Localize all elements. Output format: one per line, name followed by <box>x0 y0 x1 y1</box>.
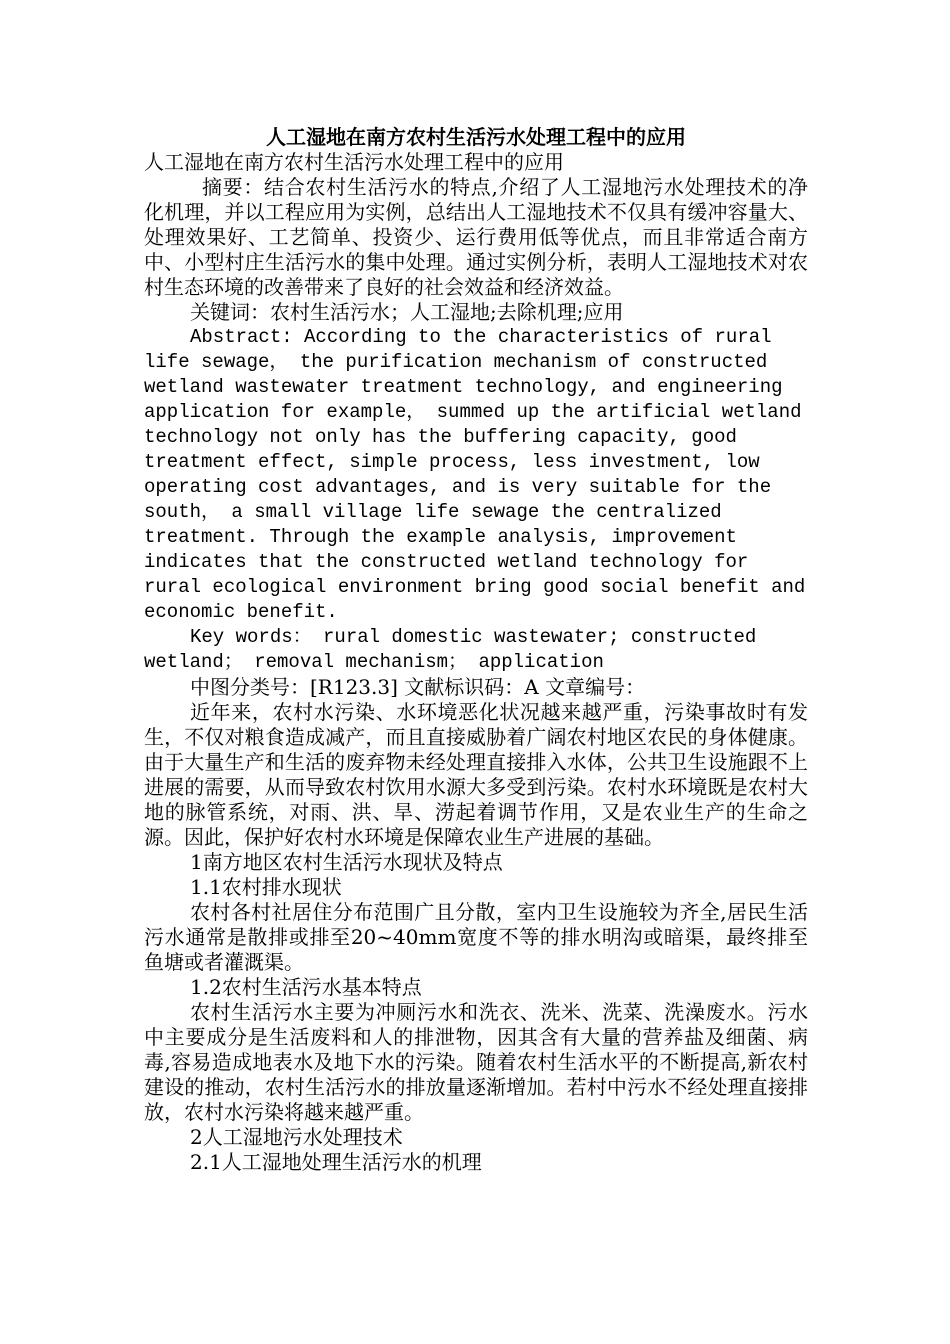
section-1-1-heading: 1.1农村排水现状 <box>190 875 342 899</box>
document-page <box>144 124 808 1175</box>
document-subtitle: 人工湿地在南方农村生活污水处理工程中的应用 <box>144 150 564 174</box>
section-1-heading: 1南方地区农村生活污水现状及特点 <box>190 850 503 874</box>
section-1-2-heading: 1.2农村生活污水基本特点 <box>190 975 422 999</box>
abstract-cn: 摘要：结合农村生活污水的特点,介绍了人工湿地污水处理技术的净化机理，并以工程应用为实例，总结出人工湿地技术不仅具有缓冲容量大、处理效果好、工艺简单、投资少、运行费用低等优点，而且非常适合南方中、小型村庄生活污水的集中处理。通过实例分析，表明人工湿地技术对农村生态环境的改善带来了良好的社会效益和经济效益。 <box>144 175 808 299</box>
section-1-2-body: 农村生活污水主要为冲厕污水和洗衣、洗米、洗菜、洗澡废水。污水中主要成分是生活废料和人的排泄物，因其含有大量的营养盐及细菌、病毒,容易造成地表水及地下水的污染。随着农村生活水平的不断提高,新农村建设的推动，农村生活污水的排放量逐渐增加。若村中污水不经处理直接排放，农村水污染将越来越严重。 <box>144 1000 808 1124</box>
document-title: 人工湿地在南方农村生活污水处理工程中的应用 <box>266 125 686 149</box>
keywords-cn: 关键词：农村生活污水；人工湿地;去除机理;应用 <box>190 300 624 324</box>
abstract-en: Abstract: According to the characteristics of rural life sewage， the purification mechanism of constructed wetland wastewater treatment technology, and engineering application for example， summed up the artificial wetland technology not only has the buffering capacity, good treatment effect, simple process, less investment, low operating cost advantages, and is very suitable for the south， a small village life sewage the centralized treatment. Through the example analysis, improvement indicates that the constructed wetland technology for rural ecological environment bring good social benefit and economic benefit. <box>144 326 806 623</box>
section-2-1-heading: 2.1人工湿地处理生活污水的机理 <box>190 1150 482 1174</box>
section-2-heading: 2人工湿地污水处理技术 <box>190 1125 403 1149</box>
section-1-1-body: 农村各村社居住分布范围广且分散，室内卫生设施较为齐全,居民生活污水通常是散排或排至20~40mm宽度不等的排水明沟或暗渠，最终排至鱼塘或者灌溉渠。 <box>144 900 808 974</box>
classification-line: 中图分类号：[R123.3] 文献标识码：A 文章编号： <box>190 675 646 699</box>
intro-paragraph: 近年来，农村水污染、水环境恶化状况越来越严重，污染事故时有发生，不仅对粮食造成减产，而且直接威胁着广阔农村地区农民的身体健康。由于大量生产和生活的废弃物未经处理直接排入水体，公共卫生设施跟不上进展的需要，从而导致农村饮用水源大多受到污染。农村水环境既是农村大地的脉管系统，对雨、洪、旱、涝起着调节作用，又是农业生产的生命之源。因此，保护好农村水环境是保障农业生产进展的基础。 <box>144 700 808 849</box>
keywords-en: Key words： rural domestic wastewater; constructed wetland； removal mechanism； application <box>144 626 757 673</box>
